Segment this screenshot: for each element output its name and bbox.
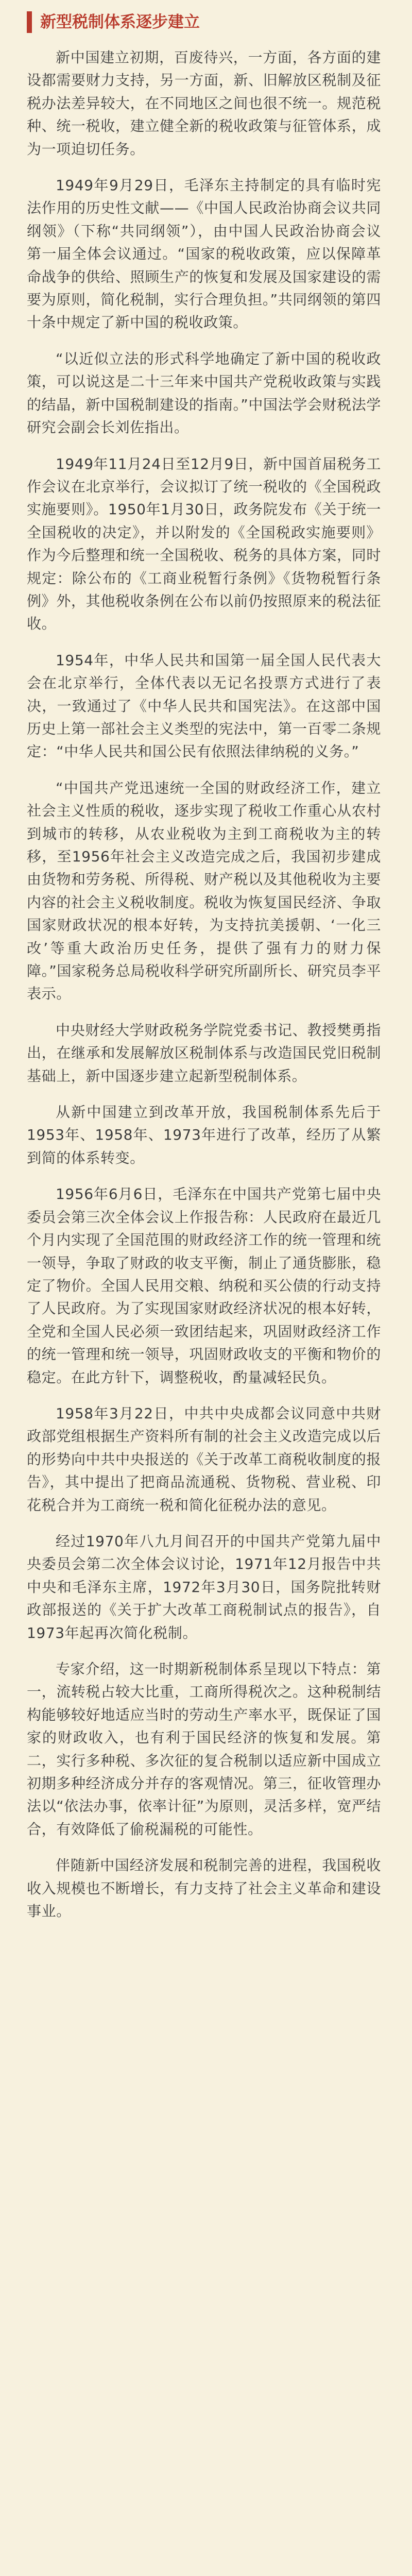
paragraph: 1949年9月29日，毛泽东主持制定的具有临时宪法作用的历史性文献——《中国人民政治协商会议共同纲领》（下称“共同纲领”），由中国人民政治协商会议第一届全体会议通过。“国家的税收政策，应以保障革命战争的供给、照顾生产的恢复和发展及国家建设的需要为原则，简化税制，实行合理负担。”共同纲领的第四十条中规定了新中国的税收政策。 bbox=[27, 177, 381, 331]
title-accent-bar bbox=[27, 11, 32, 33]
paragraph: 1956年6月6日，毛泽东在中国共产党第七届中央委员会第三次全体会议上作报告称：人民政府在最近几个月内实现了全国范围的财政经济工作的统一管理和统一领导，争取了财政的收支平衡，制止了通货膨胀，稳定了物价。全国人民用交粮、纳税和买公债的行动支持了人民政府。为了实现国家财政经济状况的根本好转，全党和全国人民必须一致团结起来，巩固财政经济工作的统一管理和统一领导，巩固财政收支的平衡和物价的稳定。在此方针下，调整税收，酌量减轻民负。 bbox=[27, 1185, 381, 1386]
paragraph: 1954年，中华人民共和国第一届全国人民代表大会在北京举行，全体代表以无记名投票方式进行了表决，一致通过了《中华人民共和国宪法》。在这部中国历史上第一部社会主义类型的宪法中，第一百零二条规定：“中华人民共和国公民有依照法律纳税的义务。” bbox=[27, 651, 381, 760]
paragraph: 1958年3月22日，中共中央成都会议同意中共财政部党组根据生产资料所有制的社会主义改造完成以后的形势向中共中央报送的《关于改革工商税收制度的报告》，其中提出了把商品流通税、货物税、营业税、印花税合并为工商统一税和简化征税办法的意见。 bbox=[27, 1404, 381, 1514]
section-title: 新型税制体系逐步建立 bbox=[40, 13, 200, 31]
paragraph: “以近似立法的形式科学地确定了新中国的税收政策，可以说这是二十三年来中国共产党税收政策与实践的结晶，新中国税制建设的指南。”中国法学会财税法学研究会副会长刘佐指出。 bbox=[27, 350, 381, 436]
paragraph: 从新中国建立到改革开放，我国税制体系先后于1953年、1958年、1973年进行了改革，经历了从繁到简的体系转变。 bbox=[27, 1104, 381, 1166]
section-header bbox=[27, 11, 381, 33]
paragraph: 经过1970年八九月间召开的中国共产党第九届中央委员会第二次全体会议讨论，1971年12月报告中共中央和毛泽东主席，1972年3月30日，国务院批转财政部报送的《关于扩大改革工商税制试点的报告》，自1973年起再次简化税制。 bbox=[27, 1532, 381, 1641]
article-body bbox=[27, 46, 381, 1923]
paragraph: 专家介绍，这一时期新税制体系呈现以下特点：第一，流转税占较大比重，工商所得税次之。这种税制结构能够较好地适应当时的劳动生产率水平，既保证了国家的财政收入，也有利于国民经济的恢复和发展。第二，实行多种税、多次征的复合税制以适应新中国成立初期多种经济成分并存的客观情况。第三，征收管理办法以“依法办事，依率计征”为原则，灵活多样，宽严结合，有效降低了偷税漏税的可能性。 bbox=[27, 1660, 382, 1838]
paragraph: “中国共产党迅速统一全国的财政经济工作，建立社会主义性质的税收，逐步实现了税收工作重心从农村到城市的转移，从农业税收为主到工商税收为主的转移，至1956年社会主义改造完成之后，我国初步建成由货物和劳务税、所得税、财产税以及其他税收为主要内容的社会主义税收制度。税收为恢复国民经济、争取国家财政状况的根本好转，为支持抗美援朝、‘一化三改’等重大政治历史任务，提供了强有力的财力保障。”国家税务总局税收科学研究所副所长、研究员李平表示。 bbox=[27, 779, 381, 1003]
paragraph: 伴随新中国经济发展和税制完善的进程，我国税收收入规模也不断增长，有力支持了社会主义革命和建设事业。 bbox=[27, 1857, 381, 1920]
paragraph: 1949年11月24日至12月9日，新中国首届税务工作会议在北京举行，会议拟订了统一税收的《全国税政实施要则》。1950年1月30日，政务院发布《关于统一全国税收的决定》，并以附发的《全国税政实施要则》作为今后整理和统一全国税收、税务的具体方案，同时规定：除公布的《工商业税暂行条例》《货物税暂行条例》外，其他税收条例在公布以前仍按照原来的税法征收。 bbox=[27, 455, 381, 633]
paragraph: 新中国建立初期，百废待兴，一方面，各方面的建设都需要财力支持，另一方面，新、旧解放区税制及征税办法差异较大，在不同地区之间也很不统一。规范税种、统一税收，建立健全新的税收政策与征管体系，成为一项迫切任务。 bbox=[27, 49, 381, 158]
paragraph: 中央财经大学财政税务学院党委书记、教授樊勇指出，在继承和发展解放区税制体系与改造国民党旧税制基础上，新中国逐步建立起新型税制体系。 bbox=[27, 1021, 381, 1084]
